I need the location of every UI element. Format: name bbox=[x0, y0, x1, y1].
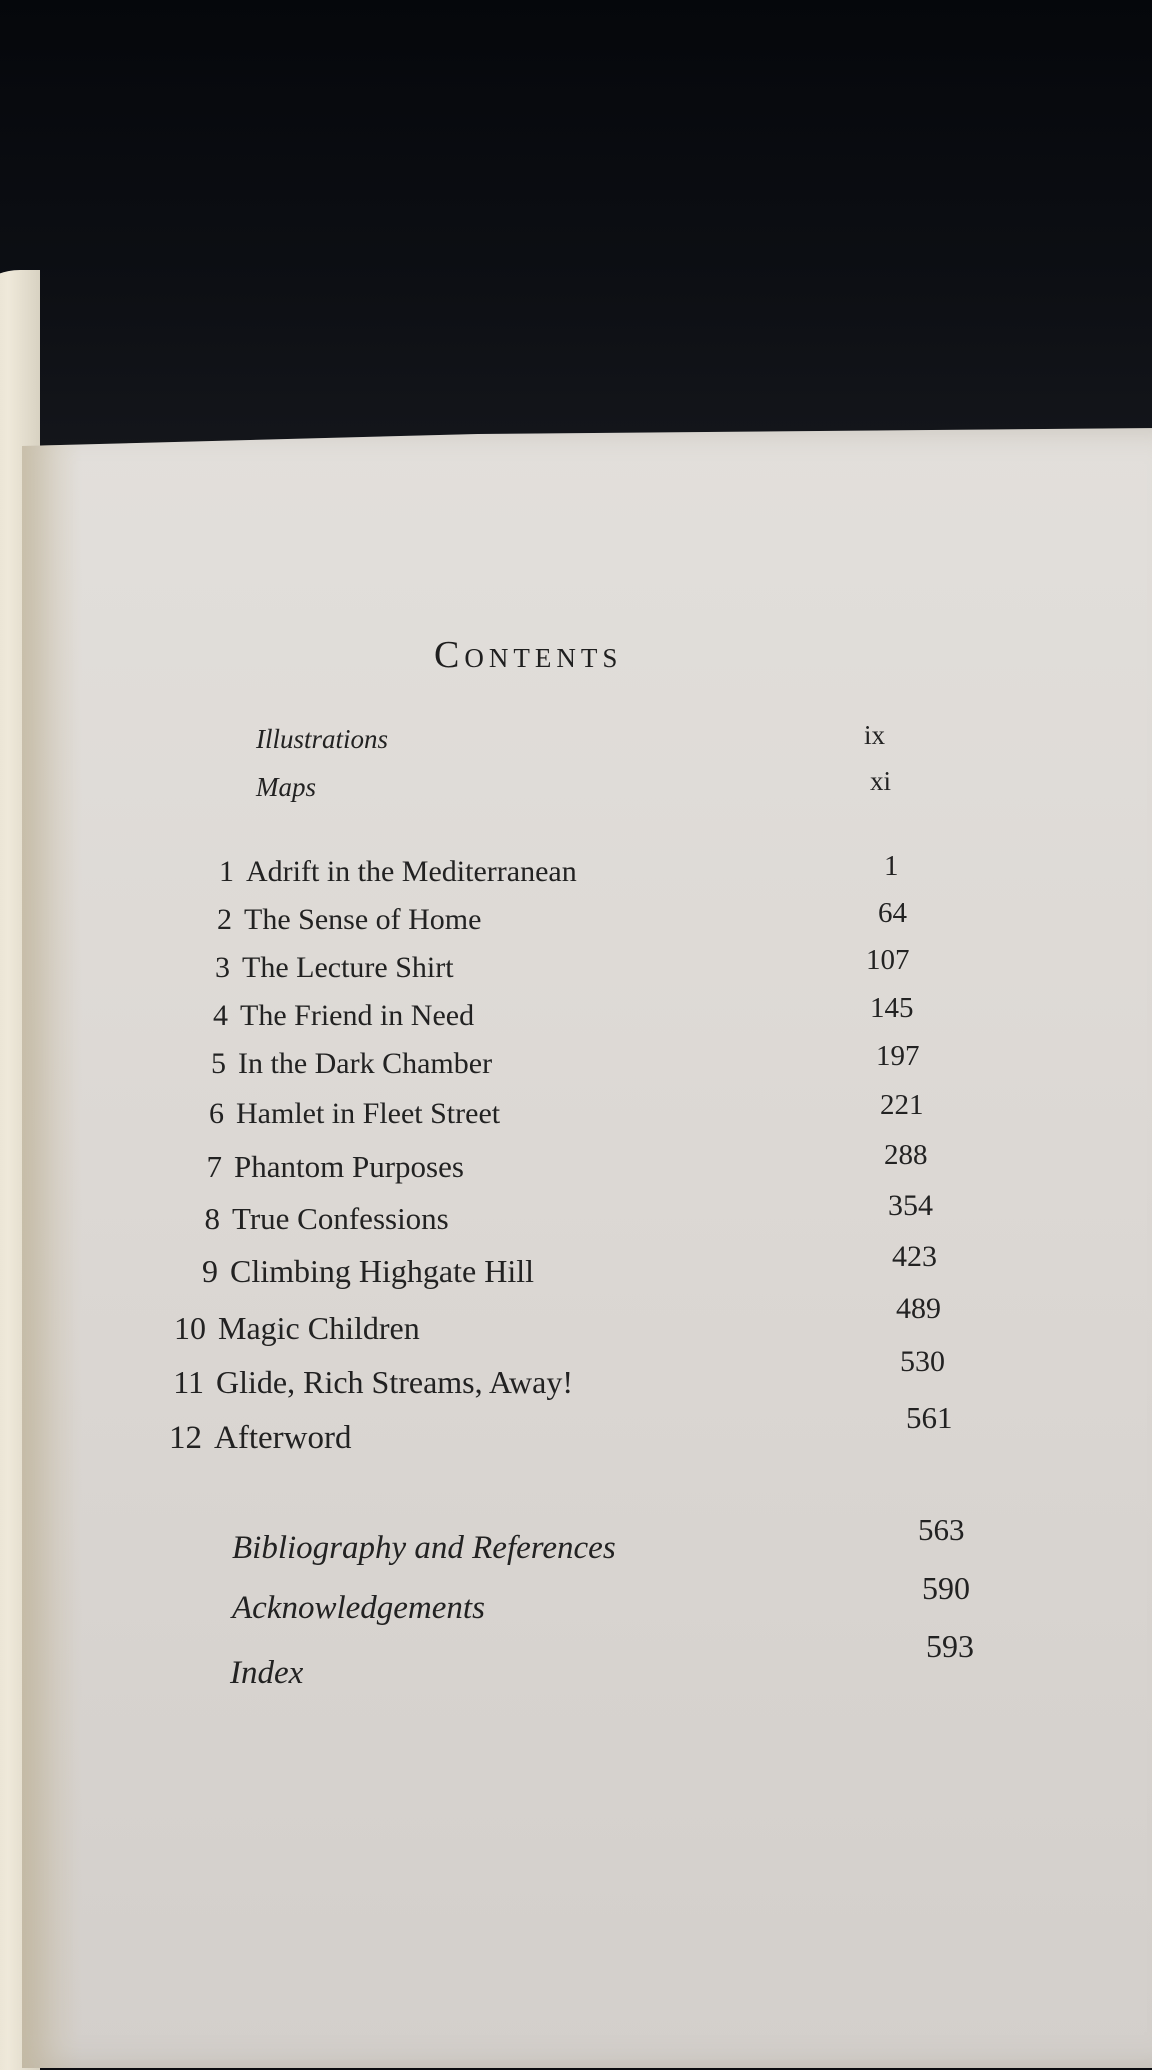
chapter-number: 5 bbox=[211, 1047, 226, 1080]
chapter-page: 423 bbox=[892, 1240, 937, 1273]
chapter-entry bbox=[168, 1310, 420, 1347]
chapter-title: Magic Children bbox=[218, 1310, 420, 1346]
chapter-number: 3 bbox=[215, 951, 230, 984]
chapter-number: 9 bbox=[202, 1253, 218, 1289]
back-matter-page: 593 bbox=[926, 1628, 974, 1664]
chapter-entry bbox=[186, 1097, 500, 1131]
chapter-entry bbox=[196, 855, 577, 889]
front-matter-page: ix bbox=[864, 720, 886, 750]
chapter-page: 107 bbox=[866, 944, 910, 976]
chapter-title: Glide, Rich Streams, Away! bbox=[216, 1364, 573, 1400]
back-matter-page: 563 bbox=[918, 1512, 965, 1547]
chapter-page: 530 bbox=[900, 1345, 945, 1378]
chapter-title: Hamlet in Fleet Street bbox=[236, 1097, 501, 1130]
front-matter-title: Illustrations bbox=[256, 724, 389, 754]
chapter-number: 8 bbox=[204, 1201, 220, 1236]
front-matter-title: Maps bbox=[256, 772, 316, 802]
chapter-page: 197 bbox=[876, 1040, 920, 1072]
dark-background bbox=[0, 0, 1152, 480]
chapter-entry bbox=[164, 1420, 351, 1457]
chapter-title: Afterword bbox=[214, 1420, 352, 1456]
back-matter-page: 590 bbox=[922, 1570, 970, 1606]
chapter-entry bbox=[188, 1047, 492, 1081]
back-matter-title: Acknowledgements bbox=[232, 1590, 485, 1626]
chapter-title: Phantom Purposes bbox=[234, 1149, 464, 1184]
chapter-entry bbox=[166, 1364, 573, 1401]
chapter-page: 221 bbox=[880, 1089, 924, 1121]
chapter-title: Climbing Highgate Hill bbox=[230, 1253, 534, 1289]
chapter-number: 11 bbox=[173, 1364, 204, 1400]
chapter-number: 6 bbox=[209, 1097, 224, 1130]
chapter-number: 1 bbox=[219, 855, 234, 888]
chapter-page: 1 bbox=[884, 850, 899, 882]
chapter-page: 288 bbox=[884, 1139, 928, 1171]
back-matter-title: Bibliography and References bbox=[232, 1530, 616, 1566]
chapter-entry bbox=[180, 1253, 534, 1290]
chapter-entry bbox=[184, 1149, 464, 1185]
chapter-entry bbox=[194, 903, 481, 937]
chapter-entry bbox=[192, 951, 454, 985]
chapter-number: 10 bbox=[174, 1310, 206, 1346]
chapter-page: 561 bbox=[906, 1400, 953, 1435]
chapter-title: The Sense of Home bbox=[244, 903, 482, 936]
chapter-number: 2 bbox=[217, 903, 232, 936]
chapter-page: 64 bbox=[878, 897, 907, 929]
chapter-entry bbox=[182, 1201, 449, 1237]
chapter-page: 354 bbox=[888, 1189, 933, 1222]
contents-heading: Contents bbox=[434, 634, 623, 676]
chapter-title: The Lecture Shirt bbox=[242, 951, 454, 984]
chapter-number: 4 bbox=[213, 999, 228, 1032]
chapter-title: True Confessions bbox=[232, 1201, 449, 1236]
front-matter-page: xi bbox=[870, 766, 892, 796]
chapter-page: 145 bbox=[870, 992, 914, 1024]
chapter-title: In the Dark Chamber bbox=[238, 1047, 493, 1080]
chapter-title: Adrift in the Mediterranean bbox=[246, 855, 577, 888]
chapter-number: 12 bbox=[169, 1420, 202, 1456]
chapter-number: 7 bbox=[206, 1149, 222, 1184]
back-matter-title: Index bbox=[230, 1655, 304, 1691]
chapter-entry bbox=[190, 999, 474, 1033]
chapter-page: 489 bbox=[896, 1292, 941, 1325]
chapter-title: The Friend in Need bbox=[240, 999, 475, 1032]
